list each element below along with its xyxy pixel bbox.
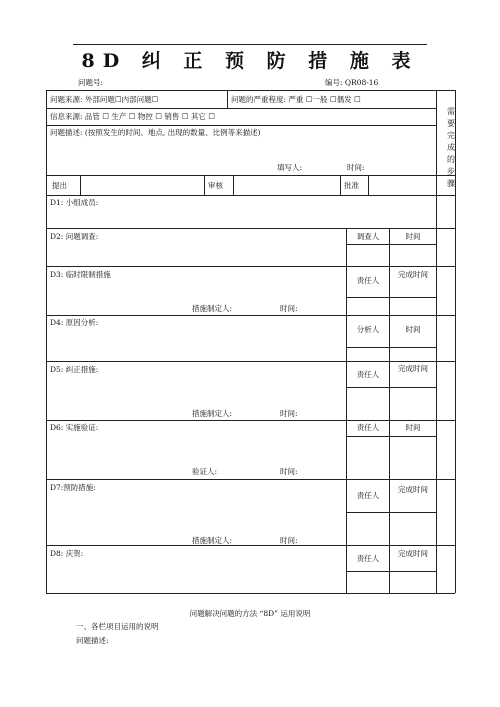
grid-line (46, 545, 455, 546)
approve-label: 批准 (344, 181, 359, 190)
d6-time-header: 时间 (405, 423, 421, 432)
d7-preventive-label: D7:预防措施: (50, 483, 96, 492)
d7-responsible-header: 责任人 (356, 491, 380, 500)
grid-line (204, 175, 205, 195)
grid-line (46, 90, 455, 91)
d2-time-header: 时间 (405, 232, 421, 241)
grid-line (80, 175, 81, 195)
d6-time-label: 时间: (280, 467, 298, 476)
info-source-field[interactable]: 信息来源: 品管 ☐ 生产 ☐ 物控 ☐ 销售 ☐ 其它 ☐ (50, 112, 215, 121)
d3-interim-label: D3: 临时限制措施 (50, 270, 111, 279)
filler-time-label: 时间: (347, 163, 365, 172)
submit-label: 提出 (52, 181, 67, 190)
grid-line (46, 593, 455, 594)
grid-line (346, 387, 436, 388)
required-steps-label: 需 要 完 成 的 步 骤 (447, 107, 455, 188)
d8-completion-header: 完成时间 (398, 549, 428, 558)
footer-item-one: 问题描述: (76, 636, 109, 645)
grid-line (233, 175, 234, 195)
grid-line (389, 479, 390, 593)
grid-line (346, 297, 436, 298)
d5-responsible-header: 责任人 (356, 370, 380, 379)
problem-description-label: 问题描述: (按照发生的时间、地点, 出现的数量、比例等来描述) (50, 128, 261, 137)
grid-line (46, 90, 47, 593)
grid-line (346, 436, 436, 437)
problem-source-field[interactable]: 问题来源: 外部问题☐内部问题☐ (50, 95, 159, 104)
grid-line (346, 512, 436, 513)
d5-time-label: 时间: (280, 409, 298, 418)
grid-line (46, 108, 436, 109)
d5-corrective-label: D5: 纠正措施: (50, 365, 99, 374)
grid-line (346, 228, 347, 315)
d4-root-cause-label: D4: 原因分析: (50, 318, 99, 327)
d3-time-label: 时间: (280, 304, 298, 313)
d8-responsible-header: 责任人 (356, 554, 380, 563)
review-label: 审核 (208, 181, 223, 190)
grid-line (389, 315, 390, 420)
grid-line (346, 479, 347, 593)
d6-responsible-header: 责任人 (356, 423, 380, 432)
d3-maker-label: 措施制定人: (192, 304, 233, 313)
grid-line (46, 479, 455, 480)
footer-heading: 问题解决问题的方法 “8D” 运用说明 (189, 609, 311, 618)
form-title: 8D 纠 正 预 防 措 施 表 (81, 50, 419, 72)
d3-responsible-header: 责任人 (356, 276, 380, 285)
grid-line (46, 266, 455, 267)
grid-line (46, 228, 455, 229)
d2-investigator-header: 调查人 (356, 232, 380, 241)
grid-line (346, 420, 347, 479)
grid-line (227, 90, 228, 108)
serial-number-label: 编号: QR08-16 (325, 78, 379, 87)
grid-line (346, 244, 436, 245)
d7-time-label: 时间: (280, 536, 298, 545)
grid-line (46, 195, 455, 196)
footer-section-one: 一、各栏项目运用的说明 (76, 622, 159, 631)
d7-completion-header: 完成时间 (398, 485, 428, 494)
grid-line (46, 175, 455, 176)
grid-line (340, 175, 341, 195)
grid-line (46, 420, 455, 421)
severity-field[interactable]: 问题的严重程度: 严重 ☐一般 ☐偶发 ☐ (231, 95, 361, 104)
d7-maker-label: 措施制定人: (192, 536, 233, 545)
d2-investigation-label: D2: 问题调查: (50, 232, 99, 241)
grid-line (46, 125, 436, 126)
grid-line (46, 361, 455, 362)
d1-team-members-label: D1: 小组成员: (50, 198, 99, 207)
problem-number-label: 问题号: (78, 78, 104, 87)
filler-label: 填写人: (277, 163, 303, 172)
grid-line (346, 347, 436, 348)
d6-verification-label: D6: 实施验证: (50, 423, 99, 432)
d5-maker-label: 措施制定人: (192, 409, 233, 418)
d5-completion-header: 完成时间 (398, 364, 428, 373)
grid-line (368, 175, 369, 195)
title-rule (73, 44, 427, 45)
grid-line (346, 315, 347, 420)
grid-line (46, 315, 455, 316)
d6-verifier-label: 验证人: (192, 467, 218, 476)
grid-line (389, 228, 390, 315)
d4-analyst-header: 分析人 (356, 325, 380, 334)
grid-line (389, 420, 390, 479)
grid-line (436, 90, 437, 593)
d8-congratulate-label: D8: 庆贺: (50, 549, 84, 558)
d3-completion-header: 完成时间 (398, 270, 428, 279)
d4-time-header: 时间 (405, 325, 421, 334)
grid-line (346, 571, 436, 572)
